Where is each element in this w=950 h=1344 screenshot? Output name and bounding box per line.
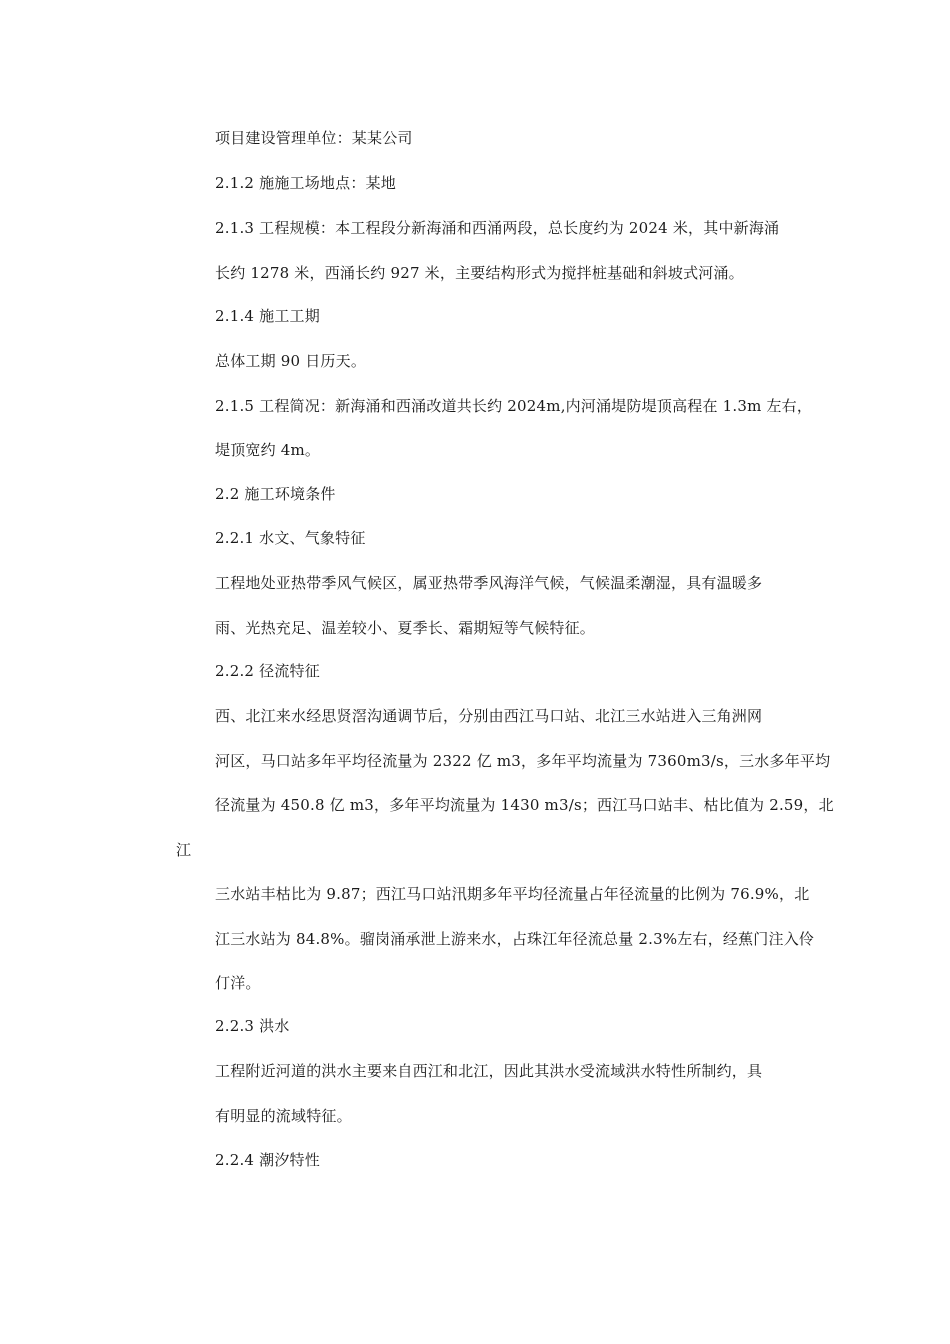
text-line-climate-cont: 雨、光热充足、温差较小、夏季长、霜期短等气候特征。	[215, 619, 596, 637]
heading-flood: 2.2.3 洪水	[215, 1017, 290, 1035]
text-line-period: 总体工期 90 日历天。	[215, 352, 367, 370]
text-line-runoff-2: 河区，马口站多年平均径流量为 2322 亿 m3，多年平均流量为 7360m3/s，三水多年平均	[215, 752, 831, 770]
text-line-overview-cont: 堤顶宽约 4m。	[215, 441, 321, 459]
text-line-runoff-6: 仃洋。	[215, 974, 261, 992]
heading-construction-period: 2.1.4 施工工期	[215, 307, 320, 325]
text-line-overview: 2.1.5 工程简况：新海涌和西涌改道共长约 2024m,内河涌堤防堤顶高程在 1.3m 左右，	[215, 397, 813, 415]
text-line-flood-cont: 有明显的流域特征。	[215, 1107, 352, 1125]
text-line-management-unit: 项目建设管理单位：某某公司	[215, 129, 413, 147]
text-line-runoff-4: 三水站丰枯比为 9.87；西江马口站汛期多年平均径流量占年径流量的比例为 76.9%，北	[215, 885, 810, 903]
heading-tide: 2.2.4 潮汐特性	[215, 1151, 320, 1169]
heading-environment: 2.2 施工环境条件	[215, 485, 336, 503]
text-line-climate: 工程地处亚热带季风气候区，属亚热带季风海洋气候，气候温柔潮湿，具有温暖多	[215, 574, 763, 592]
text-line-scale: 2.1.3 工程规模：本工程段分新海涌和西涌两段，总长度约为 2024 米，其中新海涌	[215, 219, 780, 237]
text-line-runoff-wrap: 江	[176, 841, 192, 859]
text-line-scale-cont: 长约 1278 米，西涌长约 927 米，主要结构形式为搅拌桩基础和斜坡式河涌。	[215, 264, 744, 282]
text-line-runoff-1: 西、北江来水经思贤滘沟通调节后，分别由西江马口站、北江三水站进入三角洲网	[215, 707, 763, 725]
heading-hydrology-climate: 2.2.1 水文、气象特征	[215, 529, 366, 547]
text-line-runoff-5: 江三水站为 84.8%。骝岗涌承泄上游来水，占珠江年径流总量 2.3%左右，经蕉门注入伶	[215, 930, 815, 948]
text-line-runoff-3: 径流量为 450.8 亿 m3，多年平均流量为 1430 m3/s；西江马口站丰、枯比值为 2.59，北	[215, 796, 834, 814]
text-line-flood: 工程附近河道的洪水主要来自西江和北江，因此其洪水受流域洪水特性所制约，具	[215, 1062, 763, 1080]
heading-runoff: 2.2.2 径流特征	[215, 662, 320, 680]
text-line-site: 2.1.2 施施工场地点：某地	[215, 174, 396, 192]
